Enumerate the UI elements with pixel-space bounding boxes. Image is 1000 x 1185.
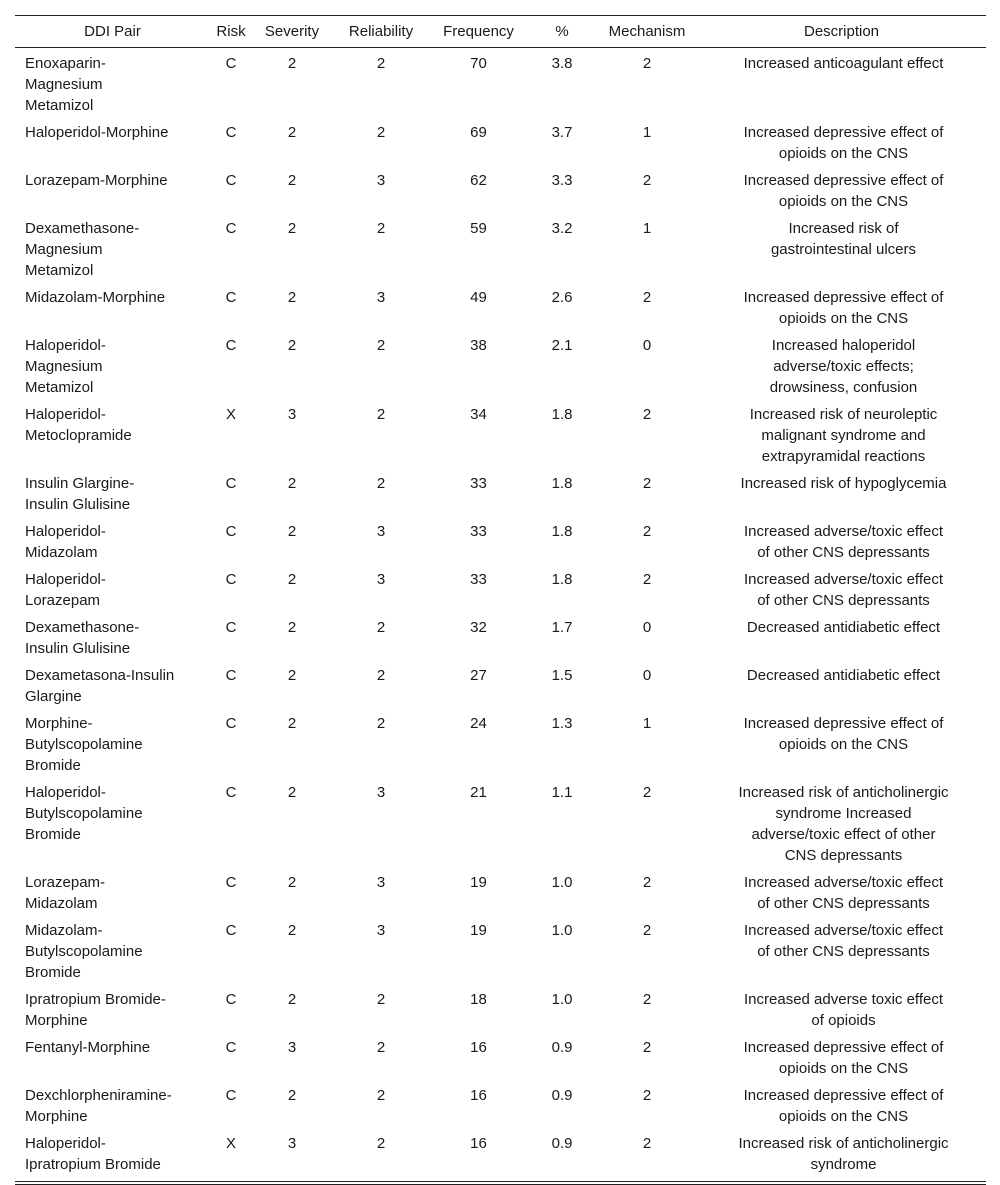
cell-frequency: 34 [470, 406, 487, 423]
table-row [15, 612, 986, 660]
cell-ddi-pair: Ipratropium Bromide- Morphine [25, 991, 166, 1029]
cell-percent: 1.0 [551, 991, 573, 1008]
cell-percent: 3.2 [551, 220, 573, 237]
table-row [15, 117, 986, 165]
cell-percent: 1.8 [551, 523, 573, 540]
cell-risk: C [225, 715, 237, 732]
cell-frequency: 18 [470, 991, 487, 1008]
cell-percent: 1.1 [551, 784, 573, 801]
cell-description: Increased depressive effect of opioids on the CNS [743, 289, 944, 327]
cell-ddi-pair: Haloperidol- Lorazepam [25, 571, 106, 609]
cell-description: Increased adverse toxic effect of opioids [744, 991, 943, 1029]
cell-ddi-pair: Haloperidol- Metoclopramide [25, 406, 132, 444]
cell-severity: 2 [287, 220, 297, 237]
cell-risk: C [225, 289, 237, 306]
table-bottom-rule [15, 1181, 986, 1185]
cell-percent: 1.8 [551, 406, 573, 423]
cell-reliability: 3 [376, 172, 386, 189]
cell-reliability: 2 [376, 667, 386, 684]
cell-ddi-pair: Haloperidol- Midazolam [25, 523, 106, 561]
cell-description: Decreased antidiabetic effect [746, 667, 941, 684]
cell-mechanism: 2 [642, 289, 652, 306]
cell-percent: 1.7 [551, 619, 573, 636]
cell-description: Increased adverse/toxic effect of other CNS depressants [744, 922, 943, 960]
cell-risk: C [225, 619, 237, 636]
cell-mechanism: 2 [642, 475, 652, 492]
cell-ddi-pair: Haloperidol-Morphine [25, 124, 169, 141]
cell-frequency: 16 [470, 1087, 487, 1104]
cell-reliability: 2 [376, 1087, 386, 1104]
header-risk: Risk [216, 23, 246, 40]
cell-ddi-pair: Haloperidol- Ipratropium Bromide [25, 1135, 161, 1173]
table-body [15, 48, 986, 1177]
cell-severity: 2 [287, 922, 297, 939]
cell-mechanism: 2 [642, 55, 652, 72]
table-row [15, 165, 986, 213]
cell-frequency: 33 [470, 475, 487, 492]
cell-frequency: 59 [470, 220, 487, 237]
cell-percent: 0.9 [551, 1039, 573, 1056]
cell-mechanism: 1 [642, 124, 652, 141]
table-row [15, 516, 986, 564]
cell-mechanism: 0 [642, 337, 652, 354]
table-row [15, 399, 986, 468]
ddi-table-container [15, 15, 986, 1185]
cell-description: Increased adverse/toxic effect of other CNS depressants [744, 571, 943, 609]
header-severity: Severity [264, 23, 320, 40]
cell-reliability: 2 [376, 55, 386, 72]
cell-description: Decreased antidiabetic effect [746, 619, 941, 636]
cell-description: Increased risk of hypoglycemia [740, 475, 947, 492]
table-row [15, 330, 986, 399]
cell-risk: C [225, 1087, 237, 1104]
header-reliability: Reliability [348, 23, 414, 40]
cell-mechanism: 2 [642, 571, 652, 588]
cell-mechanism: 2 [642, 1087, 652, 1104]
cell-frequency: 38 [470, 337, 487, 354]
cell-mechanism: 0 [642, 667, 652, 684]
cell-risk: C [225, 172, 237, 189]
cell-description: Increased depressive effect of opioids on the CNS [743, 172, 944, 210]
cell-percent: 3.7 [551, 124, 573, 141]
cell-description: Increased depressive effect of opioids on the CNS [743, 1039, 944, 1077]
table-row [15, 777, 986, 867]
cell-ddi-pair: Lorazepam- Midazolam [25, 874, 106, 912]
cell-risk: C [225, 874, 237, 891]
cell-description: Increased adverse/toxic effect of other CNS depressants [744, 523, 943, 561]
cell-severity: 2 [287, 991, 297, 1008]
cell-percent: 1.8 [551, 475, 573, 492]
cell-ddi-pair: Dexamethasone- Magnesium Metamizol [25, 220, 140, 279]
cell-severity: 3 [287, 1135, 297, 1152]
cell-risk: X [225, 406, 236, 423]
cell-ddi-pair: Haloperidol- Magnesium Metamizol [25, 337, 106, 396]
cell-risk: C [225, 571, 237, 588]
cell-severity: 2 [287, 337, 297, 354]
cell-ddi-pair: Fentanyl-Morphine [25, 1039, 151, 1056]
cell-reliability: 2 [376, 715, 386, 732]
cell-risk: C [225, 124, 237, 141]
cell-ddi-pair: Midazolam-Morphine [25, 289, 166, 306]
cell-reliability: 3 [376, 922, 386, 939]
cell-ddi-pair: Midazolam- Butylscopolamine Bromide [25, 922, 143, 981]
cell-risk: C [225, 922, 237, 939]
table-row [15, 213, 986, 282]
cell-risk: C [225, 337, 237, 354]
cell-frequency: 21 [470, 784, 487, 801]
cell-percent: 1.8 [551, 571, 573, 588]
cell-frequency: 69 [470, 124, 487, 141]
cell-reliability: 2 [376, 1135, 386, 1152]
cell-reliability: 2 [376, 337, 386, 354]
cell-description: Increased risk of gastrointestinal ulcers [770, 220, 917, 258]
cell-ddi-pair: Insulin Glargine- Insulin Glulisine [25, 475, 135, 513]
cell-reliability: 3 [376, 571, 386, 588]
cell-risk: C [225, 523, 237, 540]
cell-ddi-pair: Dexchlorpheniramine- Morphine [25, 1087, 172, 1125]
cell-ddi-pair: Dexamethasone- Insulin Glulisine [25, 619, 140, 657]
cell-risk: C [225, 55, 237, 72]
cell-percent: 1.0 [551, 874, 573, 891]
cell-risk: C [225, 1039, 237, 1056]
cell-percent: 1.0 [551, 922, 573, 939]
table-row [15, 1128, 986, 1176]
cell-percent: 2.6 [551, 289, 573, 306]
cell-reliability: 3 [376, 784, 386, 801]
cell-frequency: 19 [470, 874, 487, 891]
cell-percent: 3.8 [551, 55, 573, 72]
cell-description: Increased haloperidol adverse/toxic effects; drowsiness, confusion [769, 337, 918, 396]
header-row [15, 16, 986, 48]
cell-reliability: 2 [376, 619, 386, 636]
cell-frequency: 33 [470, 571, 487, 588]
table-row [15, 564, 986, 612]
cell-severity: 2 [287, 289, 297, 306]
cell-mechanism: 2 [642, 1039, 652, 1056]
cell-percent: 1.5 [551, 667, 573, 684]
header-description: Description [803, 23, 880, 40]
cell-mechanism: 0 [642, 619, 652, 636]
cell-frequency: 16 [470, 1135, 487, 1152]
cell-risk: C [225, 667, 237, 684]
cell-reliability: 2 [376, 1039, 386, 1056]
cell-ddi-pair: Dexametasona-Insulin Glargine [25, 667, 175, 705]
cell-mechanism: 2 [642, 874, 652, 891]
cell-mechanism: 1 [642, 715, 652, 732]
cell-reliability: 3 [376, 523, 386, 540]
header-ddi-pair: DDI Pair [84, 23, 141, 40]
table-row [15, 915, 986, 984]
cell-ddi-pair: Enoxaparin- Magnesium Metamizol [25, 55, 106, 114]
cell-frequency: 32 [470, 619, 487, 636]
cell-frequency: 33 [470, 523, 487, 540]
cell-reliability: 3 [376, 289, 386, 306]
cell-description: Increased risk of anticholinergic syndrome [738, 1135, 949, 1173]
cell-severity: 2 [287, 172, 297, 189]
cell-description: Increased risk of anticholinergic syndrome Increased adverse/toxic effect of other CNS depressants [738, 784, 949, 864]
cell-severity: 2 [287, 475, 297, 492]
cell-severity: 2 [287, 619, 297, 636]
cell-mechanism: 2 [642, 991, 652, 1008]
cell-mechanism: 2 [642, 922, 652, 939]
cell-percent: 0.9 [551, 1135, 573, 1152]
cell-risk: X [225, 1135, 236, 1152]
cell-severity: 2 [287, 55, 297, 72]
cell-reliability: 2 [376, 220, 386, 237]
cell-description: Increased depressive effect of opioids on the CNS [743, 715, 944, 753]
cell-risk: C [225, 991, 237, 1008]
cell-percent: 0.9 [551, 1087, 573, 1104]
cell-reliability: 3 [376, 874, 386, 891]
cell-frequency: 16 [470, 1039, 487, 1056]
cell-severity: 2 [287, 1087, 297, 1104]
cell-severity: 2 [287, 874, 297, 891]
table-row [15, 282, 986, 330]
cell-mechanism: 1 [642, 220, 652, 237]
cell-mechanism: 2 [642, 523, 652, 540]
ddi-table [15, 15, 986, 1176]
cell-severity: 2 [287, 124, 297, 141]
cell-ddi-pair: Morphine- Butylscopolamine Bromide [25, 715, 143, 774]
cell-risk: C [225, 220, 237, 237]
cell-frequency: 70 [470, 55, 487, 72]
cell-risk: C [225, 784, 237, 801]
cell-severity: 2 [287, 523, 297, 540]
table-row [15, 1080, 986, 1128]
cell-percent: 3.3 [551, 172, 573, 189]
cell-description: Increased adverse/toxic effect of other CNS depressants [744, 874, 943, 912]
cell-reliability: 2 [376, 991, 386, 1008]
cell-reliability: 2 [376, 124, 386, 141]
cell-mechanism: 2 [642, 406, 652, 423]
cell-frequency: 27 [470, 667, 487, 684]
cell-reliability: 2 [376, 475, 386, 492]
table-row [15, 1032, 986, 1080]
cell-frequency: 19 [470, 922, 487, 939]
cell-frequency: 24 [470, 715, 487, 732]
header-percent: % [555, 23, 569, 40]
cell-mechanism: 2 [642, 172, 652, 189]
cell-severity: 2 [287, 667, 297, 684]
table-row [15, 660, 986, 708]
table-row [15, 708, 986, 777]
cell-description: Increased anticoagulant effect [743, 55, 944, 72]
table-row [15, 48, 986, 118]
table-row [15, 984, 986, 1032]
header-mechanism: Mechanism [608, 23, 686, 40]
cell-description: Increased depressive effect of opioids on the CNS [743, 124, 944, 162]
cell-description: Increased risk of neuroleptic malignant syndrome and extrapyramidal reactions [749, 406, 938, 465]
cell-percent: 1.3 [551, 715, 573, 732]
cell-severity: 2 [287, 571, 297, 588]
cell-severity: 2 [287, 715, 297, 732]
cell-risk: C [225, 475, 237, 492]
cell-reliability: 2 [376, 406, 386, 423]
cell-frequency: 49 [470, 289, 487, 306]
cell-severity: 3 [287, 406, 297, 423]
cell-frequency: 62 [470, 172, 487, 189]
header-frequency: Frequency [443, 23, 514, 40]
cell-percent: 2.1 [551, 337, 573, 354]
cell-mechanism: 2 [642, 784, 652, 801]
cell-ddi-pair: Haloperidol- Butylscopolamine Bromide [25, 784, 143, 843]
cell-description: Increased depressive effect of opioids on the CNS [743, 1087, 944, 1125]
cell-severity: 3 [287, 1039, 297, 1056]
table-row [15, 867, 986, 915]
table-header [15, 16, 986, 48]
cell-ddi-pair: Lorazepam-Morphine [25, 172, 168, 189]
table-row [15, 468, 986, 516]
cell-mechanism: 2 [642, 1135, 652, 1152]
cell-severity: 2 [287, 784, 297, 801]
